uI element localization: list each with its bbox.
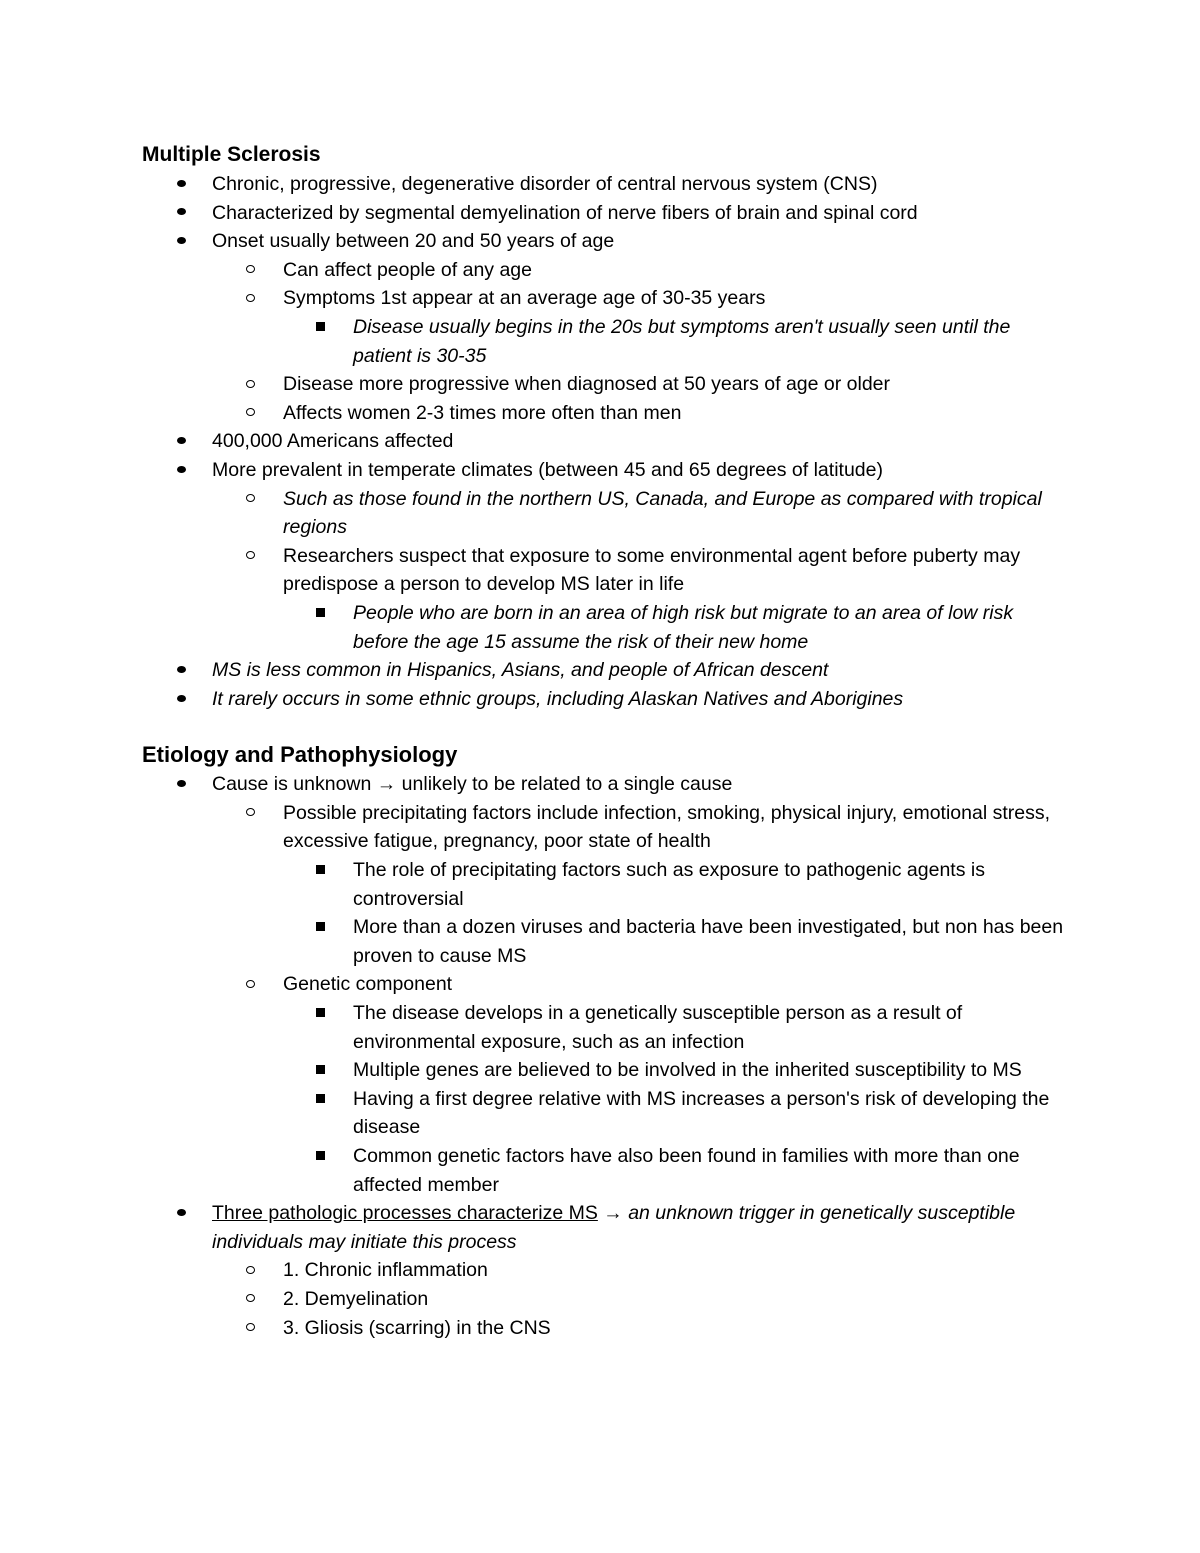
document-body <box>142 140 1072 1342</box>
list-item: Symptoms 1st appear at an average age of 30-35 years <box>142 284 1072 313</box>
list-item <box>142 1199 1072 1256</box>
list-item: Disease usually begins in the 20s but symptoms aren't usually seen until the patient is 30-35 <box>142 313 1072 370</box>
list-item: Onset usually between 20 and 50 years of age <box>142 227 1072 256</box>
square-bullet-icon <box>316 913 325 942</box>
circle-bullet-icon <box>246 1256 255 1285</box>
section-list-etiology <box>142 770 1072 1342</box>
circle-bullet-icon <box>246 485 255 514</box>
square-bullet-icon <box>316 1056 325 1085</box>
circle-bullet-icon <box>246 799 255 828</box>
list-item: 3. Gliosis (scarring) in the CNS <box>142 1314 1072 1343</box>
disc-bullet-icon <box>177 1199 186 1228</box>
square-bullet-icon <box>316 999 325 1028</box>
disc-bullet-icon <box>177 656 186 685</box>
circle-bullet-icon <box>246 1285 255 1314</box>
list-item: Characterized by segmental demyelination of nerve fibers of brain and spinal cord <box>142 199 1072 228</box>
list-item: Possible precipitating factors include infection, smoking, physical injury, emotional stress, excessive fatigue, pregnancy, poor state of health <box>142 799 1072 856</box>
circle-bullet-icon <box>246 399 255 428</box>
italic-phrase: an unknown trigger in genetically susceptible individuals may initiate this process <box>212 1202 1016 1253</box>
list-item: Can affect people of any age <box>142 256 1072 285</box>
list-item: 400,000 Americans affected <box>142 427 1072 456</box>
list-item: Affects women 2-3 times more often than men <box>142 399 1072 428</box>
list-item: Having a first degree relative with MS increases a person's risk of developing the disease <box>142 1085 1072 1142</box>
square-bullet-icon <box>316 599 325 628</box>
list-item: The disease develops in a genetically susceptible person as a result of environmental exposure, such as an infection <box>142 999 1072 1056</box>
list-item: Chronic, progressive, degenerative disorder of central nervous system (CNS) <box>142 170 1072 199</box>
list-item: People who are born in an area of high risk but migrate to an area of low risk before the age 15 assume the risk of their new home <box>142 599 1072 656</box>
square-bullet-icon <box>316 313 325 342</box>
section-heading-etiology: Etiology and Pathophysiology <box>142 742 458 768</box>
list-item: MS is less common in Hispanics, Asians, and people of African descent <box>142 656 1072 685</box>
list-item: 1. Chronic inflammation <box>142 1256 1072 1285</box>
disc-bullet-icon <box>177 685 186 714</box>
circle-bullet-icon <box>246 370 255 399</box>
list-item: Genetic component <box>142 970 1072 999</box>
disc-bullet-icon <box>177 456 186 485</box>
list-item: It rarely occurs in some ethnic groups, including Alaskan Natives and Aborigines <box>142 685 1072 714</box>
circle-bullet-icon <box>246 542 255 571</box>
square-bullet-icon <box>316 1085 325 1114</box>
underlined-phrase: Three pathologic processes characterize MS <box>212 1202 598 1225</box>
list-item: Multiple genes are believed to be involved in the inherited susceptibility to MS <box>142 1056 1072 1085</box>
disc-bullet-icon <box>177 170 186 199</box>
list-item: Common genetic factors have also been found in families with more than one affected member <box>142 1142 1072 1199</box>
circle-bullet-icon <box>246 284 255 313</box>
square-bullet-icon <box>316 856 325 885</box>
disc-bullet-icon <box>177 199 186 228</box>
list-item: Cause is unknown → unlikely to be related to a single cause <box>142 770 1072 799</box>
list-item: More prevalent in temperate climates (between 45 and 65 degrees of latitude) <box>142 456 1072 485</box>
circle-bullet-icon <box>246 1314 255 1343</box>
section-list-multiple-sclerosis <box>142 170 1072 713</box>
circle-bullet-icon <box>246 256 255 285</box>
disc-bullet-icon <box>177 227 186 256</box>
list-item: 2. Demyelination <box>142 1285 1072 1314</box>
list-item: Researchers suspect that exposure to some environmental agent before puberty may predispose a person to develop MS later in life <box>142 542 1072 599</box>
list-item: Disease more progressive when diagnosed at 50 years of age or older <box>142 370 1072 399</box>
disc-bullet-icon <box>177 427 186 456</box>
square-bullet-icon <box>316 1142 325 1171</box>
list-item: More than a dozen viruses and bacteria have been investigated, but non has been proven to cause MS <box>142 913 1072 970</box>
list-item: Such as those found in the northern US, Canada, and Europe as compared with tropical regions <box>142 485 1072 542</box>
section-heading-multiple-sclerosis: Multiple Sclerosis <box>142 143 321 166</box>
arrow-text: → <box>597 1202 629 1225</box>
circle-bullet-icon <box>246 970 255 999</box>
disc-bullet-icon <box>177 770 186 799</box>
list-item: The role of precipitating factors such as exposure to pathogenic agents is controversial <box>142 856 1072 913</box>
